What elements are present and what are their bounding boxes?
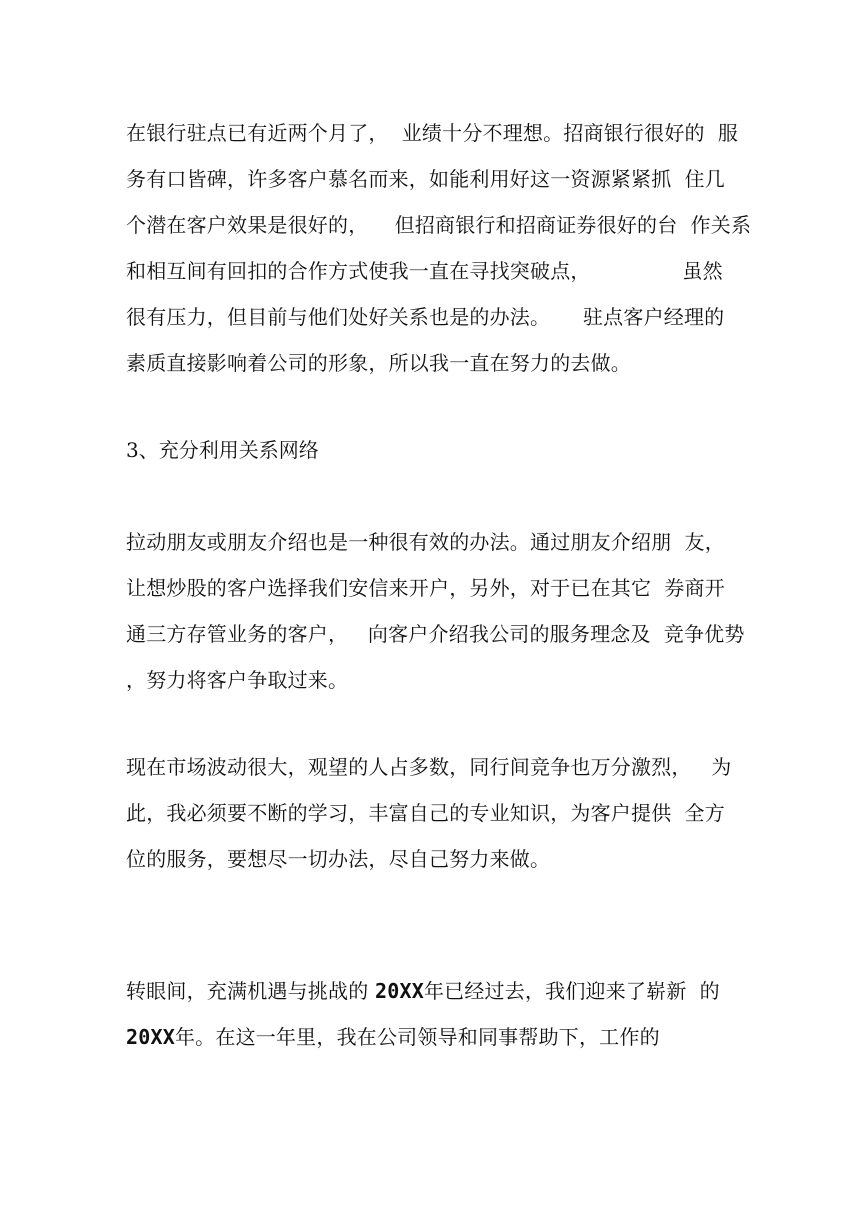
text-segment: 年已经过去，我们迎来了崭新 的: [423, 979, 720, 1003]
paragraph-line: 现在市场波动很大，观望的人占多数，同行间竞争也万分激烈， 为: [126, 755, 732, 779]
paragraph-line: 和相互间有回扣的合作方式使我一直在寻找突破点， 虽然: [126, 259, 723, 283]
paragraph-line: 通三方存管业务的客户， 向客户介绍我公司的服务理念及 竞争优势: [126, 622, 745, 646]
paragraph-line: 个潜在客户效果是很好的， 但招商银行和招商证券很好的台 作关系: [126, 213, 752, 237]
year-placeholder: 20XX: [126, 1025, 175, 1049]
paragraph-line: 在银行驻点已有近两个月了， 业绩十分不理想。招商银行很好的 服: [126, 121, 739, 145]
year-placeholder: 20XX: [374, 979, 424, 1003]
paragraph-line: 位的服务，要想尽一切办法，尽自己努力来做。: [126, 847, 551, 871]
paragraph-line: [126, 1023, 660, 1051]
text-segment: 转眼间，充满机遇与挑战的: [126, 979, 375, 1003]
paragraph-line: ，努力将客户争取过来。: [126, 668, 349, 692]
section-heading: 3、充分利用关系网络: [126, 438, 319, 462]
paragraph-line: 素质直接影响着公司的形象，所以我一直在努力的去做。: [126, 351, 631, 375]
paragraph-line: 务有口皆碑，许多客户慕名而来，如能利用好这一资源紧紧抓 住几: [126, 167, 725, 191]
paragraph-line: 让想炒股的客户选择我们安信来开户，另外，对于已在其它 券商开: [126, 576, 725, 600]
paragraph-line: 此，我必须要不断的学习，丰富自己的专业知识，为客户提供 全方: [126, 801, 725, 825]
paragraph-line: 拉动朋友或朋友介绍也是一种很有效的办法。通过朋友介绍朋 友，: [126, 530, 725, 554]
text-segment: 年。在这一年里，我在公司领导和同事帮助下，工作的: [174, 1025, 660, 1049]
paragraph-line: [126, 977, 720, 1005]
paragraph-line: 很有压力，但目前与他们处好关系也是的办法。 驻点客户经理的: [126, 305, 725, 329]
